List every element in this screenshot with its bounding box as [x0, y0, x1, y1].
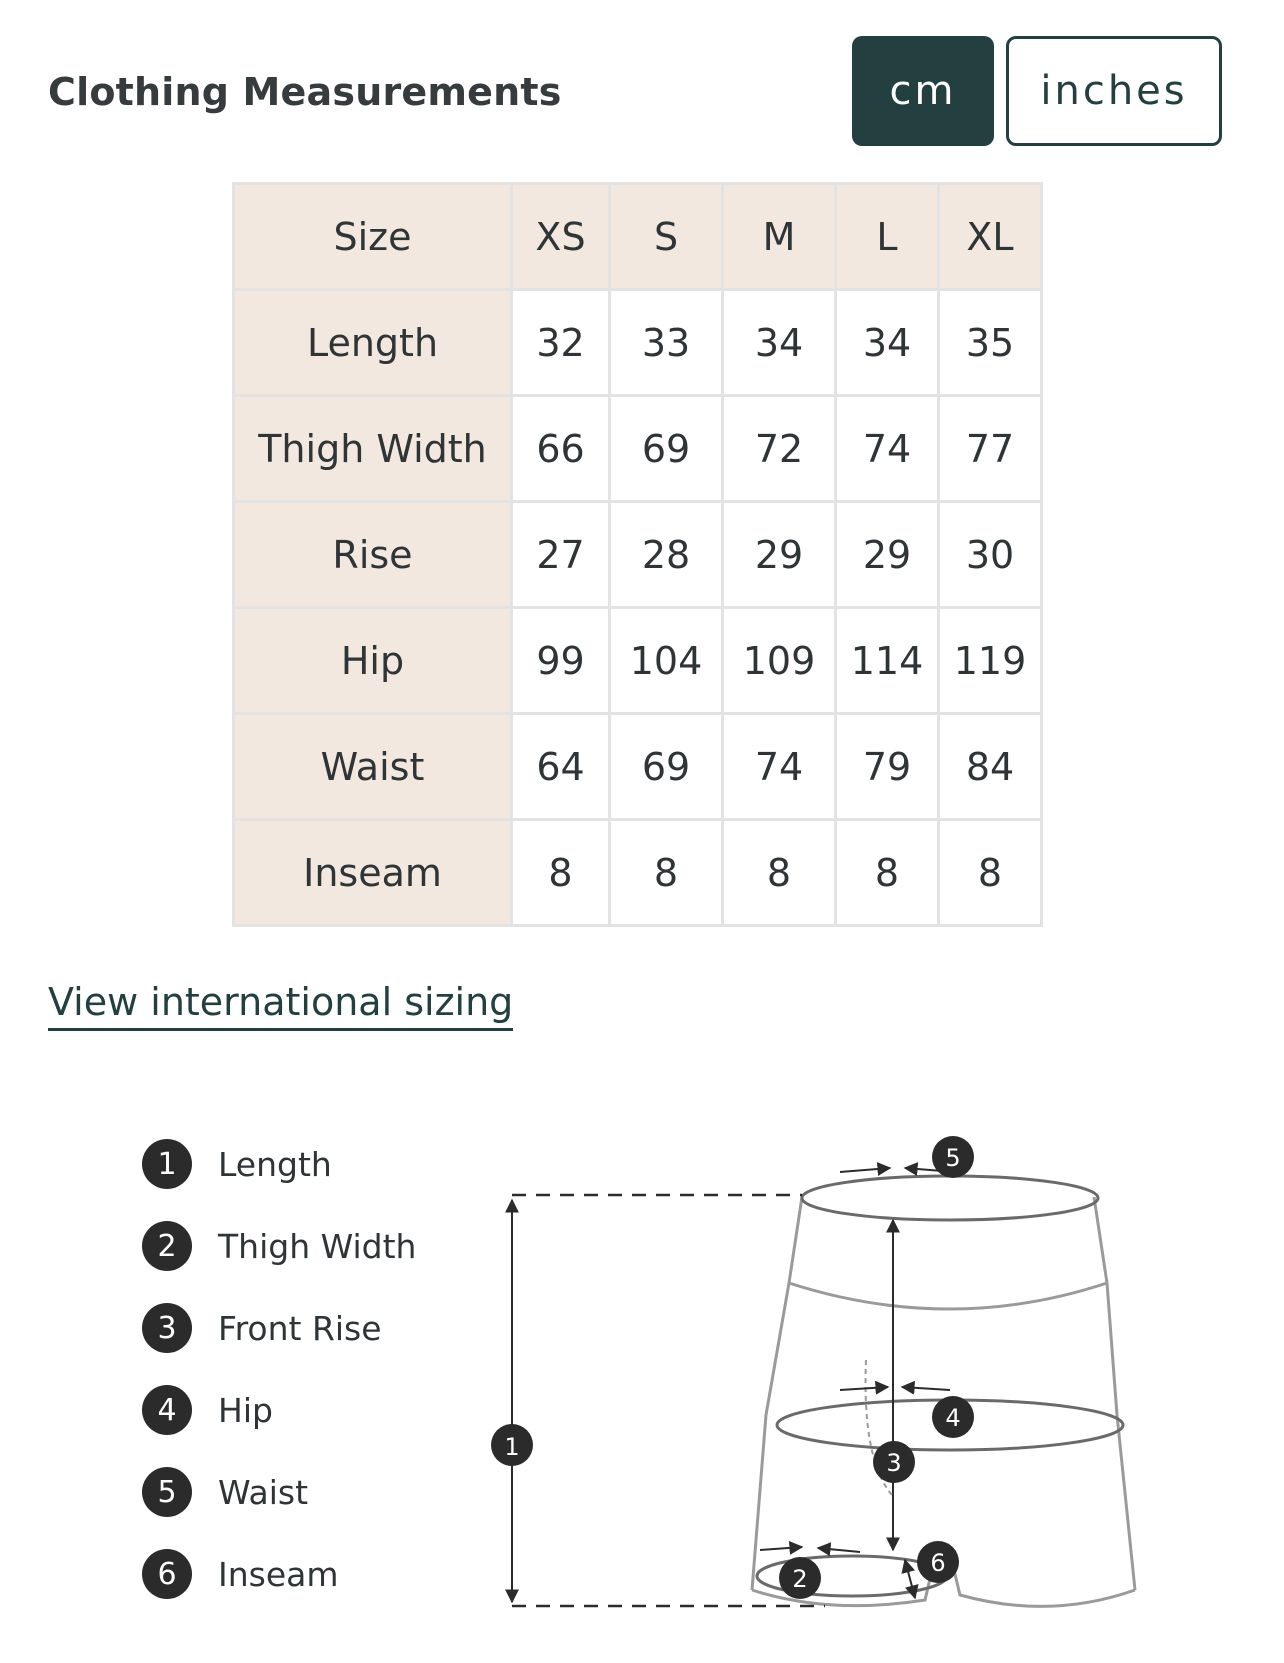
hip-marker-number: 4 — [945, 1404, 961, 1432]
legend-number-badge: 5 — [142, 1467, 192, 1517]
rise-marker-number: 3 — [886, 1449, 902, 1477]
legend-label: Thigh Width — [218, 1226, 417, 1266]
table-header-size: Size — [235, 185, 510, 288]
legend-item-length — [142, 1123, 416, 1205]
table-cell: 8 — [940, 821, 1040, 924]
table-cell: 114 — [837, 609, 937, 712]
table-cell: 35 — [940, 291, 1040, 394]
table-header-cell: M — [724, 185, 834, 288]
table-cell: 69 — [611, 715, 721, 818]
table-cell: 119 — [940, 609, 1040, 712]
legend-label: Waist — [218, 1472, 309, 1512]
waist-marker-number: 5 — [945, 1144, 961, 1172]
table-header-cell: XS — [513, 185, 608, 288]
row-label: Length — [235, 291, 510, 394]
table-cell: 8 — [837, 821, 937, 924]
table-header-cell: S — [611, 185, 721, 288]
rise-marker — [873, 1441, 915, 1483]
hip-arrow-left — [840, 1387, 888, 1390]
table-cell: 8 — [513, 821, 608, 924]
table-cell: 8 — [724, 821, 834, 924]
table-cell: 29 — [837, 503, 937, 606]
length-marker — [491, 1424, 533, 1466]
hip-marker — [932, 1396, 974, 1438]
legend-label: Front Rise — [218, 1308, 382, 1348]
legend-item-waist — [142, 1451, 416, 1533]
thigh-arrow-left — [760, 1547, 802, 1550]
table-cell: 32 — [513, 291, 608, 394]
view-international-sizing-link[interactable]: View international sizing — [48, 980, 513, 1031]
row-label: Rise — [235, 503, 510, 606]
table-row — [235, 609, 1040, 712]
legend-number-badge: 6 — [142, 1549, 192, 1599]
table-cell: 28 — [611, 503, 721, 606]
legend-label: Inseam — [218, 1554, 339, 1594]
hip-arrow-right — [902, 1387, 950, 1390]
row-label: Inseam — [235, 821, 510, 924]
table-row — [235, 715, 1040, 818]
table-cell: 64 — [513, 715, 608, 818]
legend-label: Hip — [218, 1390, 273, 1430]
waist-band-ellipse — [802, 1176, 1098, 1220]
table-cell: 84 — [940, 715, 1040, 818]
table-cell: 30 — [940, 503, 1040, 606]
thigh-arrow-right — [818, 1548, 860, 1552]
unit-inches-button[interactable]: inches — [1006, 36, 1222, 146]
thigh-marker — [779, 1557, 821, 1599]
table-row — [235, 503, 1040, 606]
legend-number-badge: 1 — [142, 1139, 192, 1189]
waist-marker — [932, 1136, 974, 1178]
table-cell: 74 — [837, 397, 937, 500]
table-cell: 77 — [940, 397, 1040, 500]
unit-cm-button[interactable]: cm — [852, 36, 994, 146]
table-cell: 66 — [513, 397, 608, 500]
row-label: Waist — [235, 715, 510, 818]
table-cell: 99 — [513, 609, 608, 712]
legend-number-badge: 3 — [142, 1303, 192, 1353]
table-header-cell: L — [837, 185, 937, 288]
row-label: Hip — [235, 609, 510, 712]
table-cell: 8 — [611, 821, 721, 924]
legend-item-hip — [142, 1369, 416, 1451]
inseam-marker — [917, 1541, 959, 1583]
page-title: Clothing Measurements — [48, 70, 562, 114]
table-cell: 34 — [724, 291, 834, 394]
length-marker-number: 1 — [504, 1433, 520, 1461]
table-row — [235, 397, 1040, 500]
table-header-cell: XL — [940, 185, 1040, 288]
table-cell: 29 — [724, 503, 834, 606]
table-cell: 109 — [724, 609, 834, 712]
table-cell: 104 — [611, 609, 721, 712]
table-cell: 69 — [611, 397, 721, 500]
table-cell: 27 — [513, 503, 608, 606]
thigh-marker-number: 2 — [792, 1565, 808, 1593]
table-cell: 72 — [724, 397, 834, 500]
legend-label: Length — [218, 1144, 332, 1184]
row-label: Thigh Width — [235, 397, 510, 500]
table-row — [235, 821, 1040, 924]
measurement-legend — [142, 1123, 416, 1615]
table-cell: 79 — [837, 715, 937, 818]
legend-number-badge: 2 — [142, 1221, 192, 1271]
table-cell: 34 — [837, 291, 937, 394]
legend-item-front-rise — [142, 1287, 416, 1369]
table-cell: 74 — [724, 715, 834, 818]
table-header-row — [235, 185, 1040, 288]
legend-number-badge: 4 — [142, 1385, 192, 1435]
legend-item-thigh-width — [142, 1205, 416, 1287]
table-cell: 33 — [611, 291, 721, 394]
legend-item-inseam — [142, 1533, 416, 1615]
inseam-marker-number: 6 — [930, 1549, 946, 1577]
size-table — [232, 182, 1043, 927]
table-row — [235, 291, 1040, 394]
shorts-measurement-diagram — [500, 1144, 1150, 1593]
waist-arrow-left — [840, 1168, 890, 1172]
